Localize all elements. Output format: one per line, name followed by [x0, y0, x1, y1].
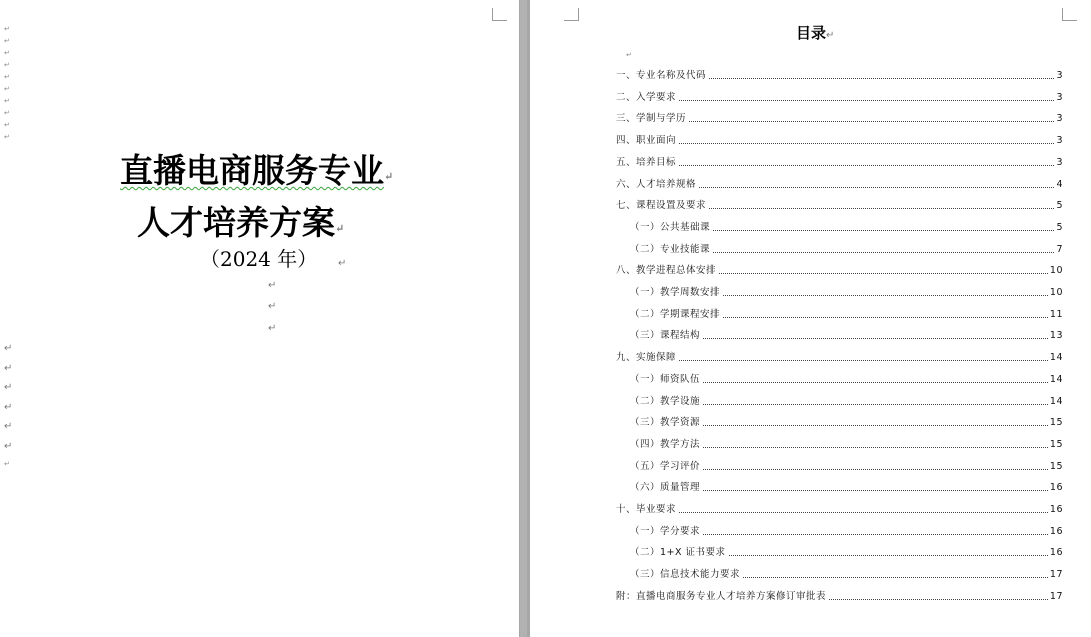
toc-entry-title: （一）学分要求: [630, 525, 701, 537]
toc-dot-leader: [703, 382, 1048, 383]
toc-dot-leader: [703, 338, 1048, 339]
toc-entry[interactable]: [630, 328, 1063, 342]
toc-entry-page: 7: [1056, 243, 1063, 255]
toc-dot-leader: [679, 100, 1054, 101]
toc-entry[interactable]: [616, 263, 1063, 277]
paragraph-mark-small: ↵: [4, 49, 10, 57]
paragraph-mark: ↵: [826, 30, 835, 41]
toc-dot-leader: [743, 577, 1048, 578]
toc-entry-page: 16: [1049, 482, 1063, 494]
toc-dot-leader: [679, 165, 1054, 166]
document-page-cover[interactable]: [0, 0, 519, 637]
toc-entry-page: 3: [1056, 135, 1063, 147]
toc-dot-leader: [719, 273, 1048, 274]
toc-dot-leader: [703, 490, 1048, 491]
toc-dot-leader: [713, 230, 1054, 231]
toc-entry-title: 一、专业名称及代码: [616, 70, 707, 81]
toc-entry[interactable]: [616, 589, 1063, 603]
toc-entry-title: （一）公共基础课: [630, 221, 711, 233]
cover-year: [200, 247, 317, 271]
page-corner-mark: [1062, 8, 1077, 21]
toc-entry-page: 3: [1056, 156, 1063, 168]
toc-entry-title: （一）师资队伍: [630, 373, 701, 385]
toc-heading-text: 目录: [796, 24, 827, 42]
toc-dot-leader: [703, 447, 1048, 448]
toc-entry-title: 六、人才培养规格: [616, 178, 697, 190]
cover-title-line1: [120, 152, 393, 190]
paragraph-mark-small: ↵: [4, 73, 10, 81]
toc-entry[interactable]: [630, 307, 1063, 321]
paragraph-mark-small: ↵: [4, 25, 10, 33]
toc-entry[interactable]: [630, 567, 1063, 581]
toc-entry-page: 14: [1049, 352, 1063, 364]
paragraph-mark-small: ↵: [4, 85, 10, 93]
toc-entry-page: 15: [1049, 417, 1063, 429]
toc-entry[interactable]: [616, 111, 1063, 125]
toc-entry-title: （六）质量管理: [630, 482, 701, 494]
toc-entry[interactable]: [630, 459, 1063, 473]
toc-entry-title: 七、课程设置及要求: [616, 200, 707, 212]
paragraph-mark-small: ↵: [4, 121, 10, 129]
toc-entry-page: 3: [1056, 113, 1063, 125]
toc-entry-title: （五）学习评价: [630, 460, 701, 472]
paragraph-mark: ↵: [335, 222, 345, 235]
toc-dot-leader: [729, 555, 1048, 556]
toc-entry-page: 16: [1049, 547, 1063, 559]
toc-entry-title: （二）学期课程安排: [630, 308, 721, 320]
toc-entry-title: 三、学制与学历: [616, 113, 687, 125]
toc-entry-page: 10: [1049, 287, 1063, 298]
paragraph-mark: ↵: [4, 382, 13, 393]
toc-dot-leader: [829, 599, 1048, 600]
document-page-toc[interactable]: [530, 0, 1091, 637]
toc-entry[interactable]: [630, 220, 1063, 234]
toc-entry-page: 14: [1049, 395, 1063, 407]
toc-entry-title: 八、教学进程总体安排: [616, 265, 717, 277]
paragraph-mark: ↵: [268, 301, 277, 312]
toc-dot-leader: [709, 208, 1054, 209]
paragraph-mark-small: ↵: [4, 61, 10, 69]
cover-year-text: （2024 年）: [200, 247, 318, 271]
toc-dot-leader: [703, 425, 1048, 426]
cover-title-text: 直播电商服务专业: [120, 151, 384, 190]
toc-entry-page: 16: [1049, 504, 1063, 515]
toc-entry-title: 十、毕业要求: [616, 504, 677, 515]
gutter-shade: [520, 0, 527, 637]
toc-entry-page: 14: [1049, 373, 1063, 385]
toc-entry[interactable]: [616, 350, 1063, 364]
toc-entry-page: 17: [1049, 590, 1063, 602]
toc-dot-leader: [679, 512, 1048, 513]
toc-entry-page: 13: [1049, 330, 1063, 342]
paragraph-mark-small: ↵: [4, 133, 10, 141]
page-corner-mark: [564, 8, 579, 21]
paragraph-mark: ↵: [4, 421, 13, 432]
toc-entry-title: 二、入学要求: [616, 91, 677, 103]
toc-entry-page: 16: [1049, 525, 1063, 537]
toc-entry[interactable]: [630, 524, 1063, 538]
toc-entry-page: 10: [1049, 265, 1063, 277]
toc-entry-title: （二）1+X 证书要求: [630, 547, 726, 559]
toc-entry-title: 四、职业面向: [616, 135, 677, 147]
toc-entry-page: 15: [1049, 438, 1063, 450]
toc-entry-title: （二）专业技能课: [630, 243, 711, 255]
toc-dot-leader: [723, 295, 1048, 296]
paragraph-mark-small: ↵: [4, 109, 10, 117]
page-gutter: [519, 0, 530, 637]
toc-dot-leader: [703, 469, 1048, 470]
toc-entry[interactable]: [616, 502, 1063, 516]
page-corner-mark: [492, 8, 507, 21]
paragraph-mark: ↵: [268, 280, 277, 291]
toc-dot-leader: [723, 317, 1048, 318]
toc-entry-page: 5: [1056, 200, 1063, 212]
toc-entry-page: 3: [1056, 70, 1063, 81]
cover-subtitle-text: 人才培养方案: [137, 203, 335, 242]
toc-entry-title: （三）教学资源: [630, 417, 701, 429]
toc-heading: [796, 22, 834, 43]
toc-entry[interactable]: [630, 394, 1063, 408]
toc-entry-title: 五、培养目标: [616, 156, 677, 168]
toc-dot-leader: [679, 360, 1048, 361]
paragraph-mark: ↵: [338, 258, 347, 269]
toc-entry-title: （一）教学周数安排: [630, 287, 721, 298]
paragraph-mark-small: ↵: [4, 37, 10, 45]
toc-entry[interactable]: [630, 437, 1063, 451]
paragraph-mark-small: ↵: [626, 51, 632, 59]
toc-entry-page: 15: [1049, 460, 1063, 472]
toc-dot-leader: [703, 404, 1048, 405]
toc-entry-page: 11: [1049, 308, 1063, 320]
toc-dot-leader: [689, 121, 1054, 122]
toc-entry[interactable]: [630, 545, 1063, 559]
toc-entry-page: 3: [1056, 91, 1063, 103]
paragraph-mark: ↵: [4, 343, 13, 354]
toc-entry-title: 附：直播电商服务专业人才培养方案修订审批表: [616, 590, 827, 602]
toc-entry[interactable]: [616, 198, 1063, 212]
toc-entry[interactable]: [616, 90, 1063, 104]
toc-entry-page: 4: [1056, 178, 1063, 190]
toc-entry[interactable]: [630, 242, 1063, 256]
toc-entry-title: （三）课程结构: [630, 330, 701, 342]
toc-entry[interactable]: [630, 480, 1063, 494]
toc-entry-title: （三）信息技术能力要求: [630, 569, 741, 581]
toc-dot-leader: [679, 143, 1054, 144]
paragraph-mark: ↵: [268, 323, 277, 334]
cover-title-line2: [137, 204, 344, 242]
toc-entry-page: 5: [1056, 221, 1063, 233]
toc-entry[interactable]: [616, 177, 1063, 191]
paragraph-mark: ↵: [4, 363, 13, 374]
paragraph-mark: ↵: [4, 441, 13, 452]
toc-entry-title: （四）教学方法: [630, 438, 701, 450]
toc-entry[interactable]: [616, 133, 1063, 147]
toc-dot-leader: [699, 187, 1054, 188]
toc-dot-leader: [709, 78, 1054, 79]
toc-entry-page: 17: [1049, 569, 1063, 581]
toc-entry[interactable]: [616, 68, 1063, 82]
toc-entry[interactable]: [616, 155, 1063, 169]
paragraph-mark: ↵: [4, 402, 13, 413]
toc-entry-title: （二）教学设施: [630, 395, 701, 407]
toc-entry-title: 九、实施保障: [616, 352, 677, 364]
toc-dot-leader: [703, 534, 1048, 535]
paragraph-mark: ↵: [384, 170, 394, 183]
toc-entry[interactable]: [630, 285, 1063, 299]
toc-dot-leader: [713, 252, 1054, 253]
paragraph-mark-small: ↵: [4, 460, 10, 468]
toc-entry[interactable]: [630, 415, 1063, 429]
toc-entry[interactable]: [630, 372, 1063, 386]
paragraph-mark-small: ↵: [4, 97, 10, 105]
